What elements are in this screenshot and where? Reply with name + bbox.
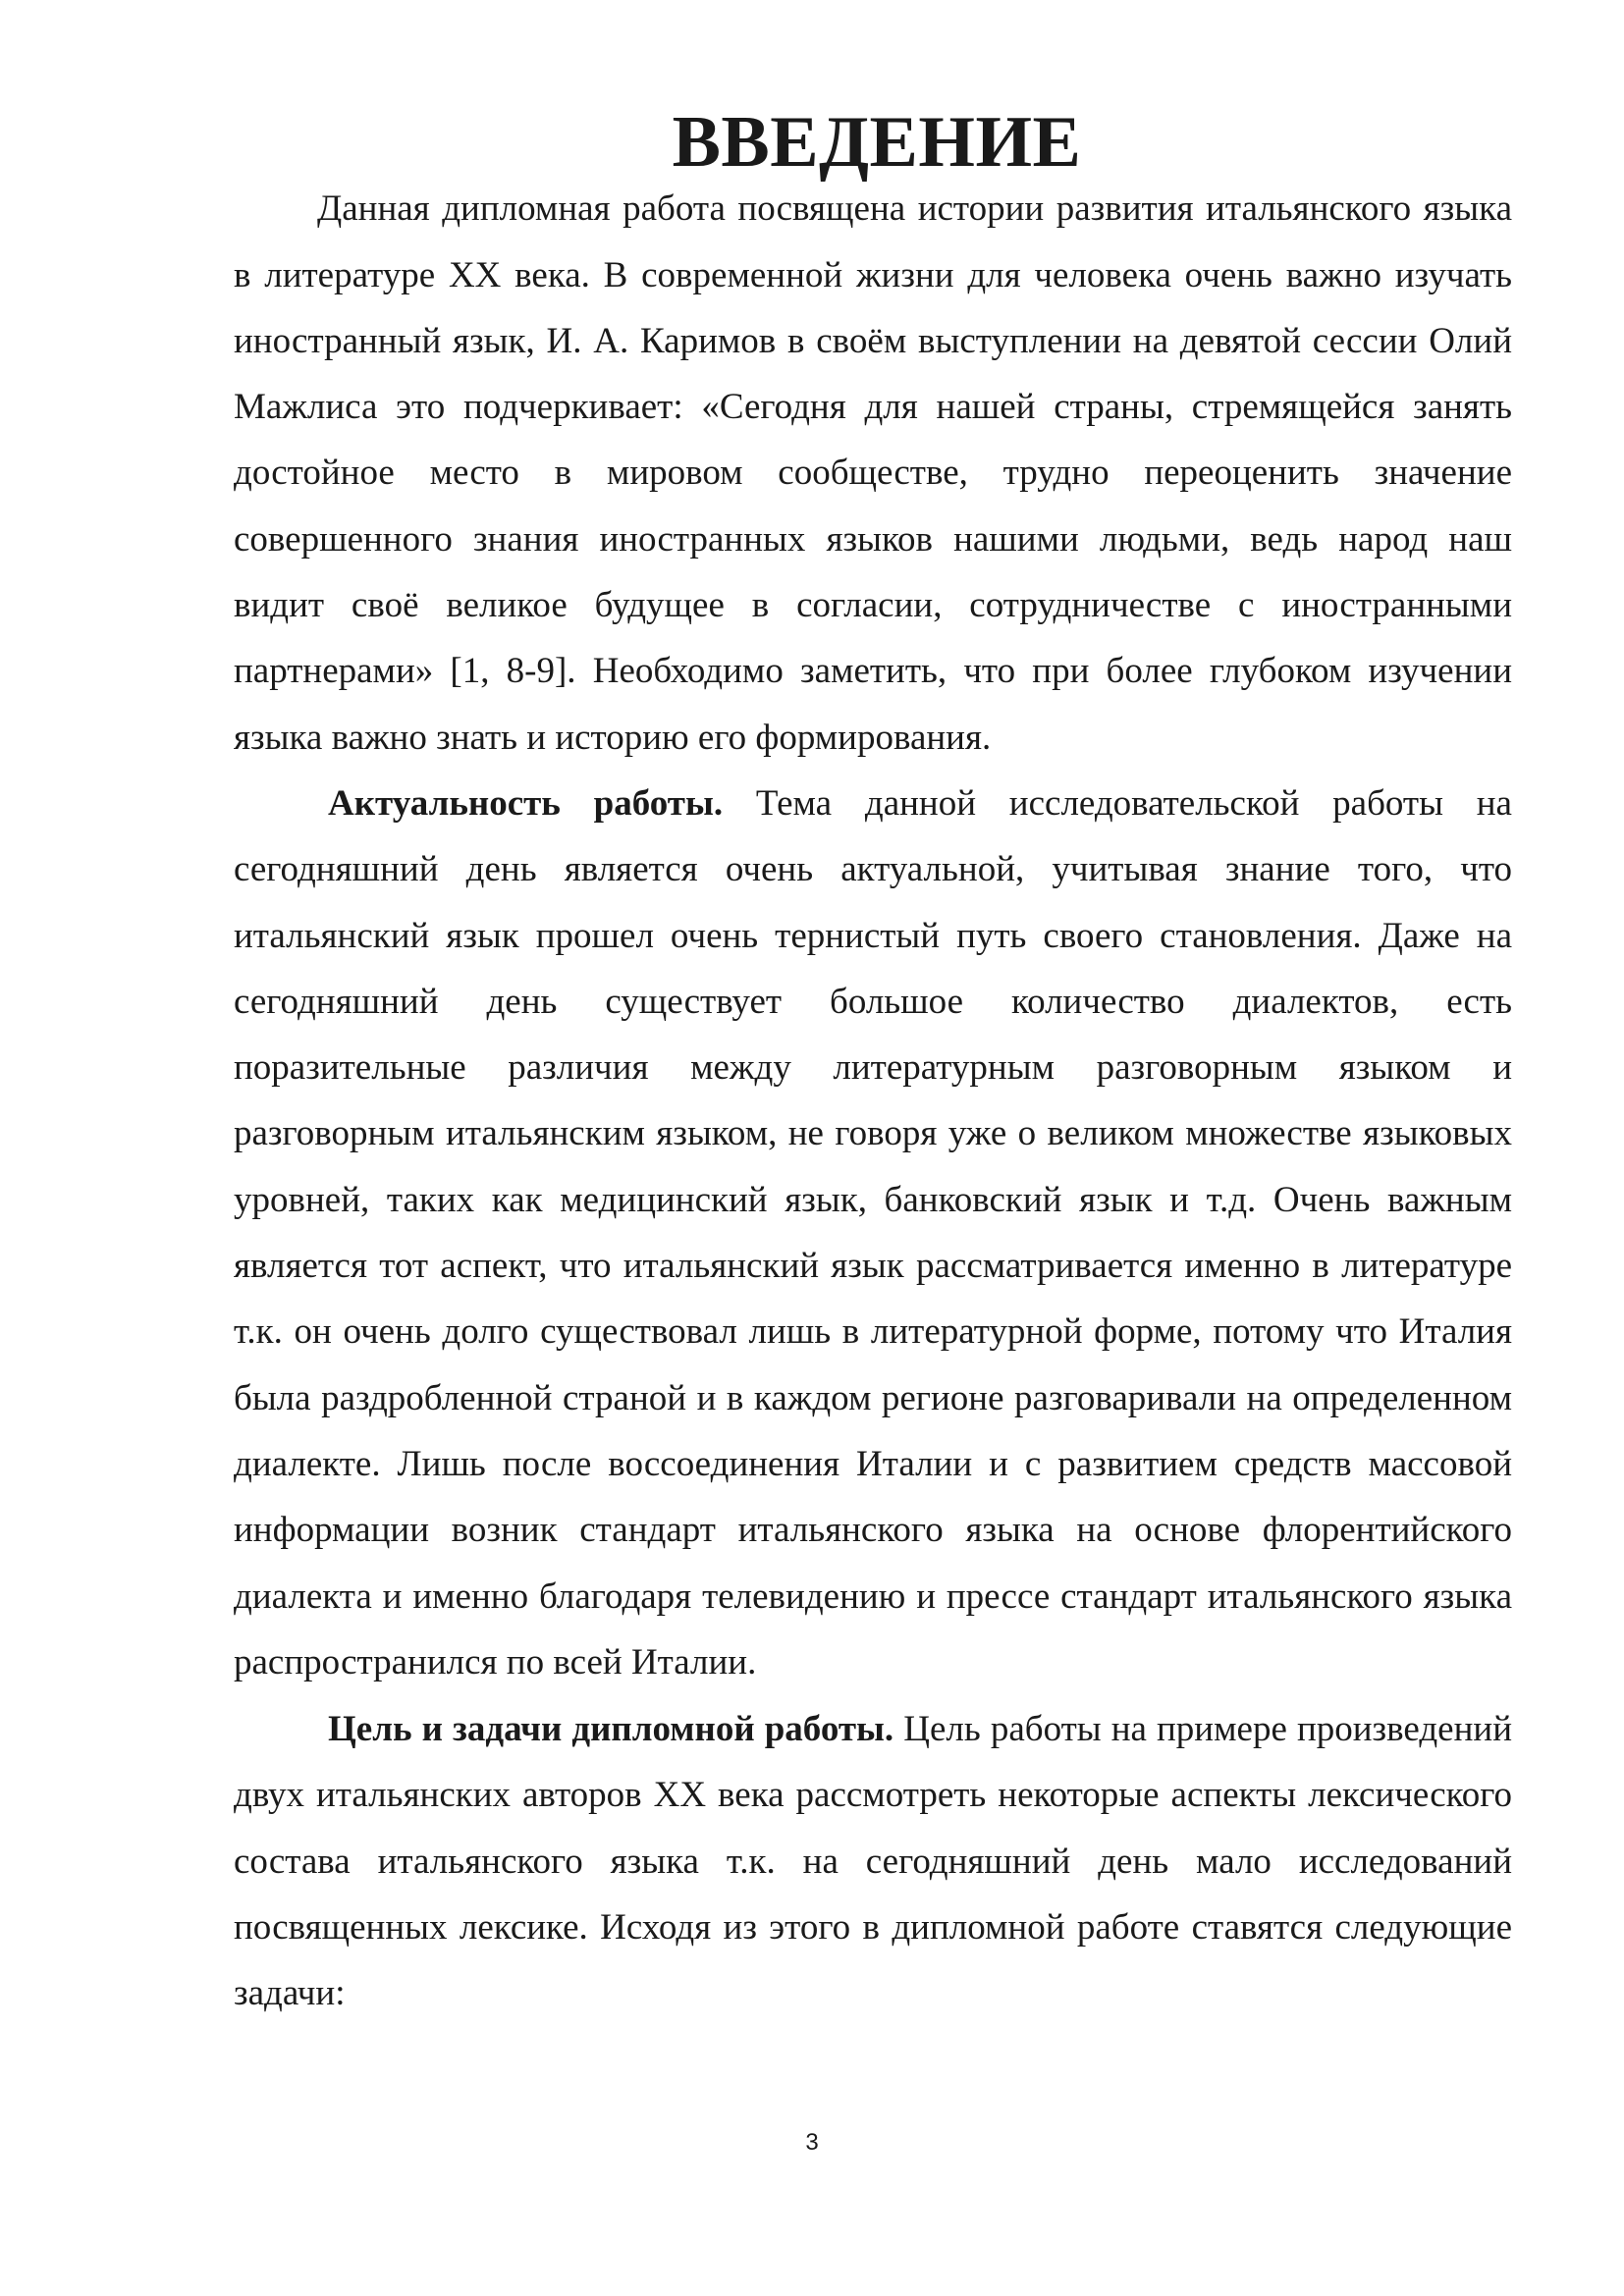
goals-paragraph-text: Цель работы на примере произведений двух итальянских авторов XX века рассмотреть некоторые аспекты лексического состава итальянского языка т.к. на сегодняшний день мало исследований посвященных лексике. Исходя из этого в дипломной работе ставятся следующие задачи: [234, 1709, 1513, 2014]
goals-paragraph [234, 1696, 1512, 2026]
intro-paragraph-text: Данная дипломная работа посвящена истории развития итальянского языка в литературе XX века. В современной жизни для человека очень важно изучать иностранный язык, И. А. Каримов в своём выступлении на девятой сессии Олий Мажлиса это подчеркивает: «Сегодня для нашей страны, стремящейся занять достойное место в мировом сообществе, трудно переоценить значение совершенного знания иностранных языков нашими людьми, ведь народ наш видит своё великое будущее в согласии, сотрудничестве с иностранными партнерами» [1, 8-9]. Необходимо заметить, что при более глубоком изучении языка важно знать и историю его формирования. [234, 188, 1512, 758]
relevance-paragraph [234, 771, 1512, 1695]
relevance-lead: Актуальность работы. [328, 782, 724, 824]
page-number: 3 [805, 2129, 819, 2156]
intro-paragraph [234, 176, 1512, 771]
goals-lead: Цель и задачи дипломной работы. [328, 1709, 894, 1750]
relevance-paragraph-text: Тема данной исследовательской работы на сегодняшний день является очень актуальной, учитывая знание того, что итальянский язык прошел очень тернистый путь своего становления. Даже на сегодняшний день существует большое количество диалектов, есть поразительные различия между литературным разговорным языком и разговорным итальянским языком, не говоря уже о великом множестве языковых уровней, таких как медицинский язык, банковский язык и т.д. Очень важным является тот аспект, что итальянский язык рассматривается именно в литературе т.к. он очень долго существовал лишь в литературной форме, потому что Италия была раздробленной страной и в каждом регионе разговаривали на определенном диалекте. Лишь после воссоединения Италии и с развитием средств массовой информации возник стандарт итальянского языка на основе флорентийского диалекта и именно благодаря телевидению и прессе стандарт итальянского языка распространился по всей Италии. [234, 782, 1512, 1682]
section-heading: ВВЕДЕНИЕ [672, 102, 1082, 183]
page-content [234, 102, 1513, 2027]
